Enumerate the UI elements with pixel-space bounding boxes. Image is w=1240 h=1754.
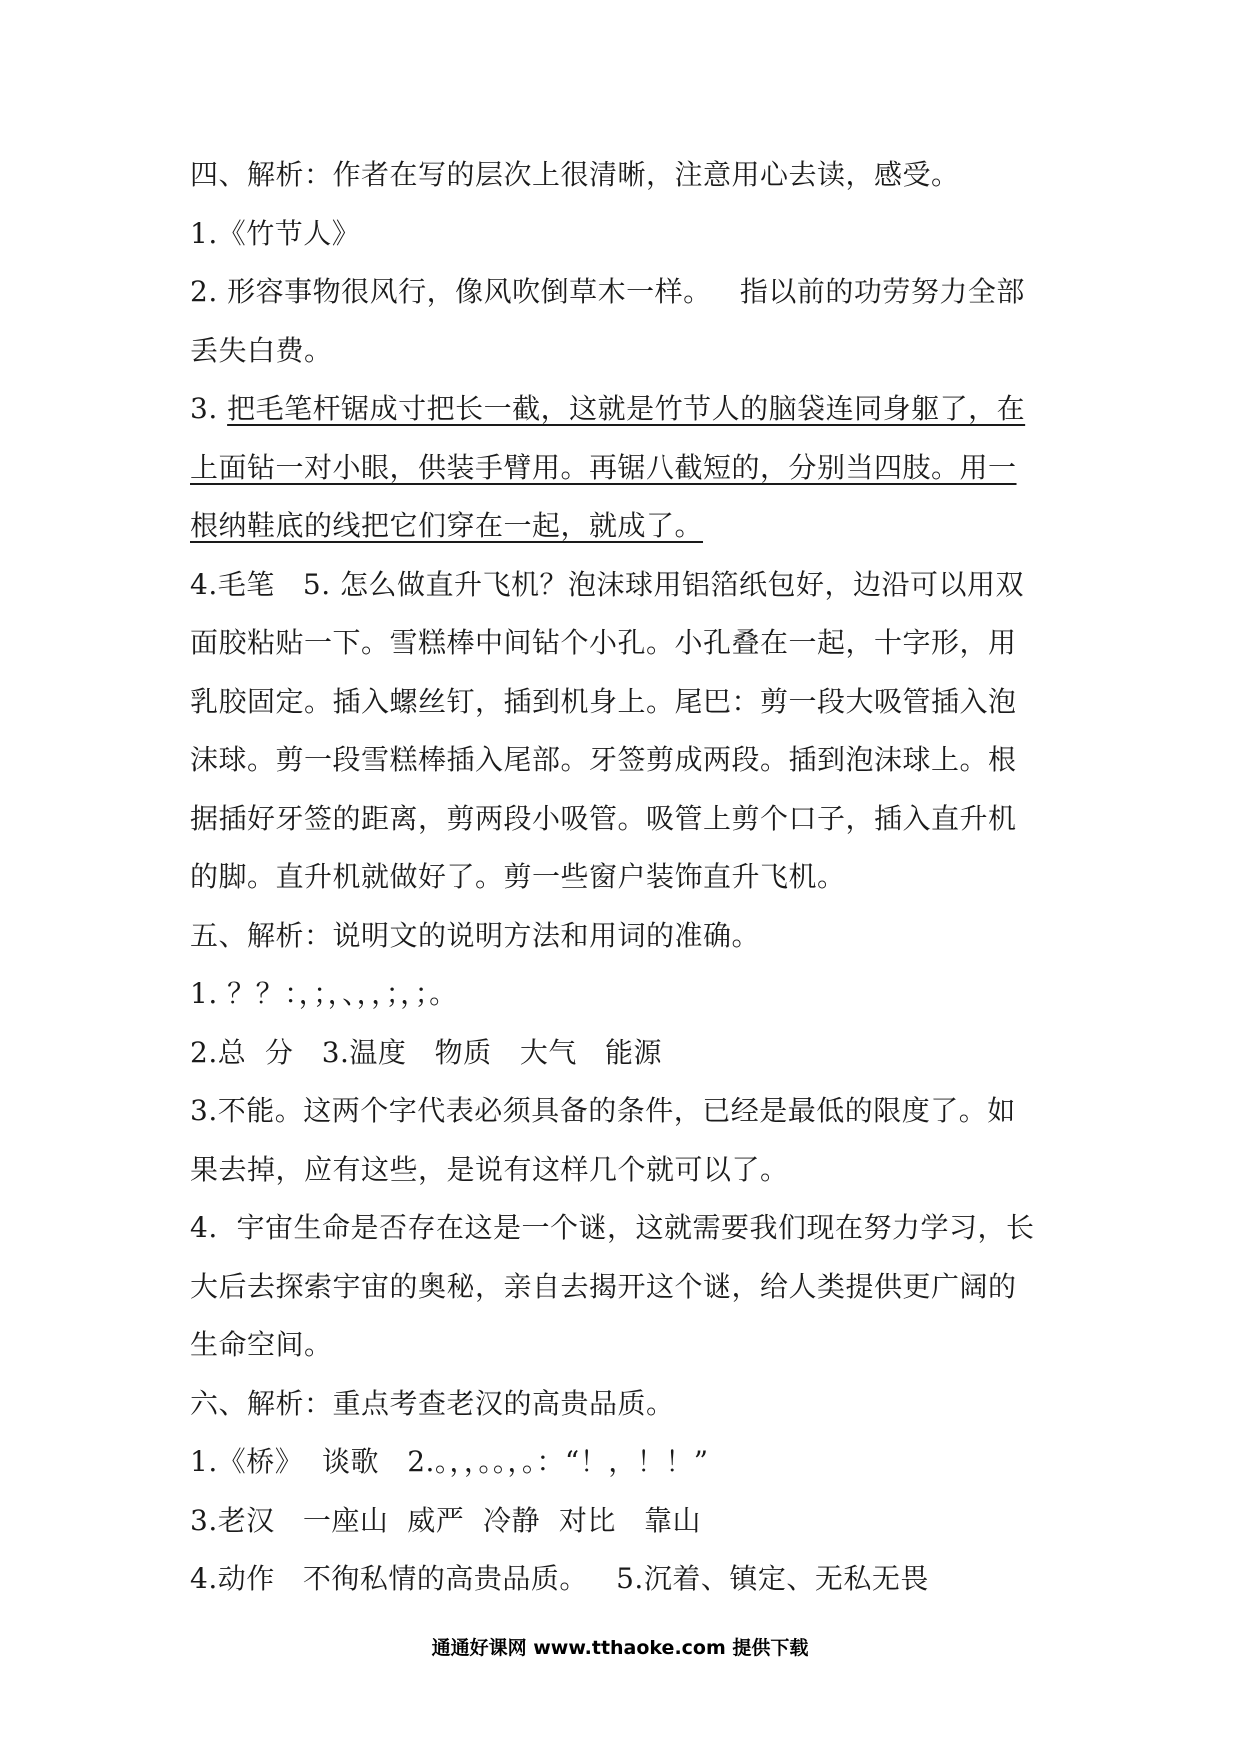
text-line: 丢失白费。 <box>190 333 333 367</box>
section-heading: 六、解析：重点考查老汉的高贵品质。 <box>190 1386 675 1420</box>
underlined-answer: 把毛笔杆锯成寸把长一截，这就是竹节人的脑袋连同身躯了，在 <box>227 392 1026 425</box>
text-line: 生命空间。 <box>190 1328 333 1361</box>
text-line: 2.总 分 3.温度 物质 大气 能源 <box>190 1035 663 1069</box>
text-line: 的脚。直升机就做好了。剪一些窗户装饰直升飞机。 <box>190 860 846 893</box>
text-line: 4. 宇宙生命是否存在这是一个谜，这就需要我们现在努力学习，长 <box>190 1211 1035 1244</box>
text-line: 2. 形容事物很风行，像风吹倒草木一样。 指以前的功劳努力全部 <box>190 275 1025 308</box>
answer-text-block <box>190 146 1060 1609</box>
text-line: 沫球。剪一段雪糕棒插入尾部。牙签剪成两段。插到泡沫球上。根 <box>190 743 1017 776</box>
text-line: 据插好牙签的距离，剪两段小吸管。吸管上剪个口子，插入直升机 <box>190 801 1017 835</box>
text-line: 面胶粘贴一下。雪糕棒中间钻个小孔。小孔叠在一起，十字形，用 <box>190 626 1017 659</box>
text-line: 乳胶固定。插入螺丝钉，插到机身上。尾巴：剪一段大吸管插入泡 <box>190 684 1017 718</box>
text-line: 果去掉，应有这些，是说有这样几个就可以了。 <box>190 1152 789 1186</box>
text-line-underlined <box>190 497 1060 556</box>
item-number: 3. <box>190 392 228 425</box>
text-line: 1.《竹节人》 <box>190 216 361 250</box>
text-line-underlined: 上面钻一对小眼，供装手臂用。再锯八截短的，分别当四肢。用一 <box>190 450 1017 484</box>
text-line: 4.毛笔 5. 怎么做直升飞机？泡沫球用铝箔纸包好，边沿可以用双 <box>190 567 1025 601</box>
text-line-underlined <box>190 380 1060 439</box>
text-line: 3.老汉 一座山 威严 冷静 对比 靠山 <box>190 1503 702 1537</box>
text-line: 1. ？？：，；，、，，；，；。 <box>190 977 458 1010</box>
text-line: 3.不能。这两个字代表必须具备的条件，已经是最低的限度了。如 <box>190 1094 1016 1127</box>
download-footer: 通通好课网 www.tthaoke.com 提供下载 <box>431 1637 809 1659</box>
text-line: 1.《桥》 谈歌 2.。，，。。，。：“！，！！” <box>190 1445 709 1478</box>
text-line: 四、解析：作者在写的层次上很清晰，注意用心去读，感受。 <box>190 158 960 191</box>
section-heading: 五、解析：说明文的说明方法和用词的准确。 <box>190 918 761 952</box>
underlined-answer: 根纳鞋底的线把它们穿在一起，就成了。 <box>190 509 704 542</box>
text-line: 4.动作 不徇私情的高贵品质。 5.沉着、镇定、无私无畏 <box>190 1562 929 1595</box>
text-line: 大后去探索宇宙的奥秘，亲自去揭开这个谜，给人类提供更广阔的 <box>190 1269 1017 1303</box>
